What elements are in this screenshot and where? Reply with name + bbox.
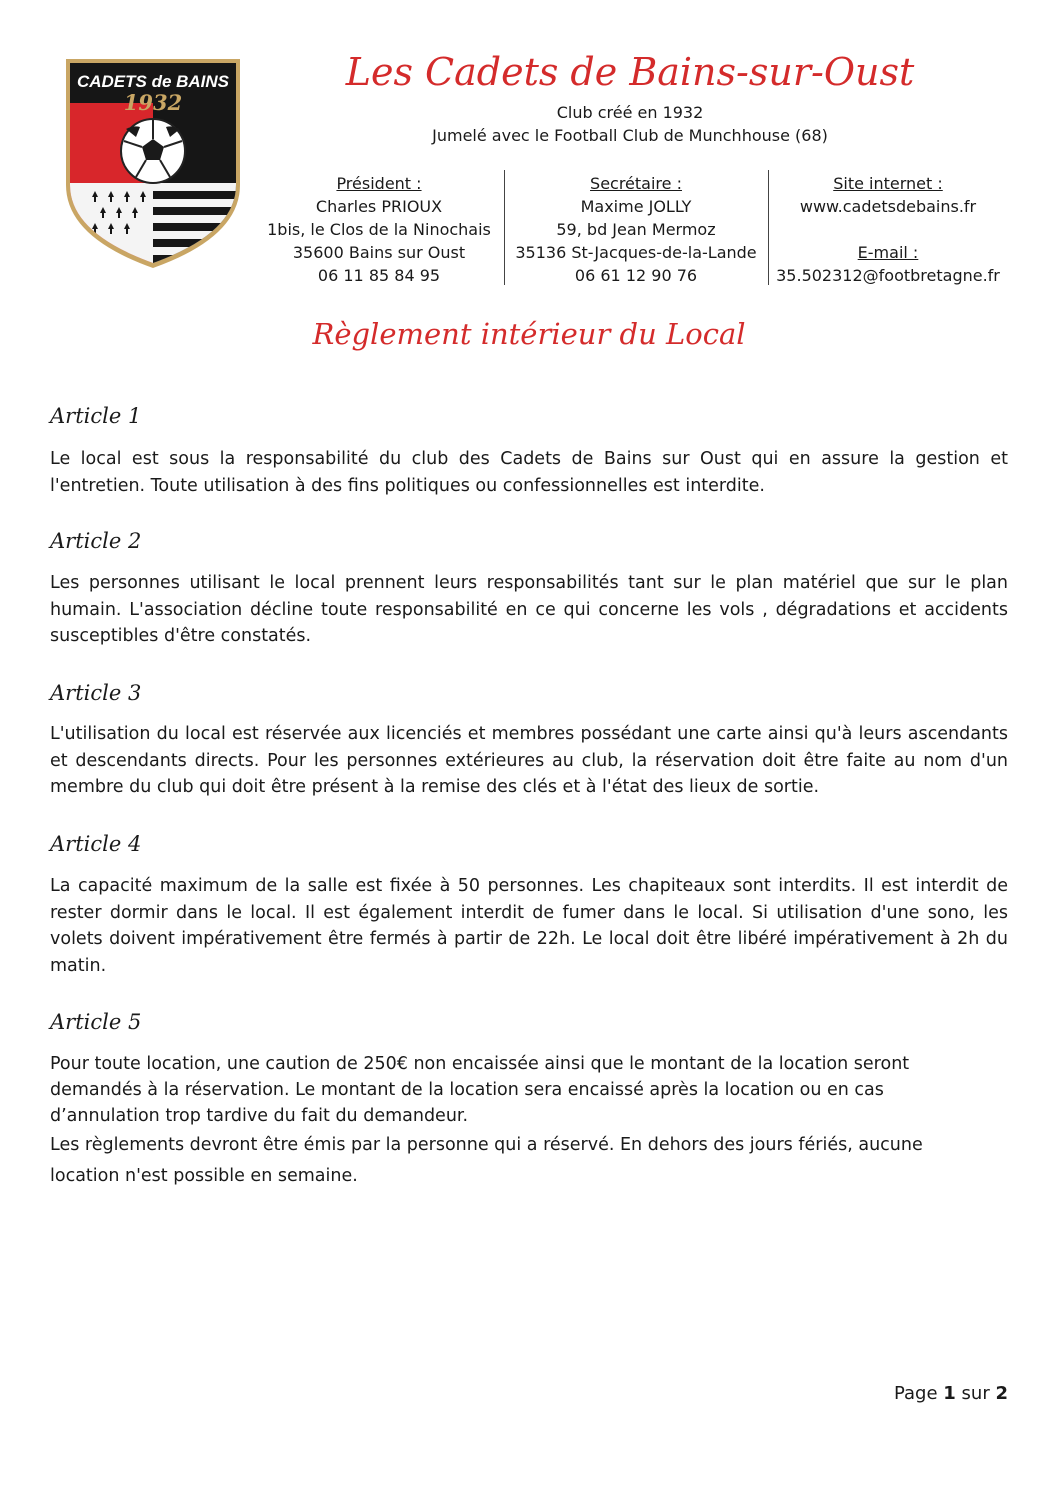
article-2-heading: Article 2 — [50, 529, 142, 553]
president-heading: Président : — [336, 174, 422, 193]
club-twinned: Jumelé avec le Football Club de Munchhouse (68) — [432, 126, 828, 145]
web-contact — [772, 172, 1004, 287]
secretary-name: Maxime JOLLY — [580, 197, 692, 216]
page-number — [894, 1383, 1008, 1404]
page-separator: sur — [961, 1383, 990, 1404]
president-address-line2: 35600 Bains sur Oust — [292, 243, 466, 262]
article-4-text: La capacité maximum de la salle est fixée à 50 personnes. Les chapiteaux sont interdits. Il est interdit de rester dormir dans le local. Il est également interdit de fumer dans le local. Si utilisation d'une sono, les volets doivent impérativement être fermés à partir de 22h. Le local doit être libéré impérativement à 2h du matin. — [50, 876, 1008, 976]
article-1-heading: Article 1 — [50, 404, 142, 428]
email-link[interactable]: 35.502312@footbretagne.fr — [776, 266, 1000, 285]
article-5-text-2: Les règlements devront être émis par la personne qui a réservé. En dehors des jours fériés, aucune location n'est possible en semaine. — [50, 1135, 923, 1186]
club-logo — [64, 55, 242, 270]
club-founded: Club créé en 1932 — [556, 103, 704, 122]
logo-text: CADETS de BAINS — [76, 72, 230, 91]
article-5-heading: Article 5 — [50, 1010, 142, 1034]
article-3-text: L'utilisation du local est réservée aux licenciés et membres possédant une carte ainsi qu'à leurs ascendants et descendants directs. Pour les personnes extérieures au club, la réservation doit être faite au nom d'un membre du club qui doit être présent à la remise des clés et à l'état des lieux de sortie. — [50, 724, 1008, 797]
page-total: 2 — [995, 1383, 1008, 1404]
article-1-text: Le local est sous la responsabilité du club des Cadets de Bains sur Oust qui en assure la gestion et l'entretien. Toute utilisation à des fins politiques ou confessionnelles est interdite. — [50, 449, 1008, 496]
article-3-heading: Article 3 — [50, 681, 142, 705]
president-phone: 06 11 85 84 95 — [317, 266, 441, 285]
football-icon — [121, 119, 185, 183]
website-link[interactable]: www.cadetsdebains.fr — [799, 197, 977, 216]
page-label: Page — [893, 1383, 938, 1404]
president-address-line1: 1bis, le Clos de la Ninochais — [267, 220, 491, 239]
article-4-heading: Article 4 — [50, 832, 142, 856]
secretary-address-line2: 35136 St-Jacques-de-la-Lande — [515, 243, 757, 262]
president-name: Charles PRIOUX — [315, 197, 443, 216]
email-heading: E-mail : — [857, 243, 919, 262]
article-5-text: Pour toute location, une caution de 250€ non encaissée ainsi que le montant de la location seront demandés à la réservation. Le montant de la location sera encaissé après la location ou en cas d’annulation trop tardive du fait du demandeur. — [50, 1054, 910, 1126]
column-divider — [504, 170, 505, 285]
document-title: Règlement intérieur du Local — [312, 317, 746, 351]
page-current: 1 — [943, 1383, 956, 1404]
secretary-address-line1: 59, bd Jean Mermoz — [556, 220, 716, 239]
article-2-text: Les personnes utilisant le local prennent leurs responsabilités tant sur le plan matériel que sur le plan humain. L'association décline toute responsabilité en ce qui concerne les vols , dégradations et accidents susceptibles d'être constatés. — [50, 573, 1008, 646]
secretary-contact — [506, 172, 766, 287]
president-contact — [256, 172, 502, 287]
secretary-heading: Secrétaire : — [590, 174, 682, 193]
club-title: Les Cadets de Bains-sur-Oust — [345, 50, 915, 94]
column-divider — [768, 170, 769, 285]
secretary-phone: 06 61 12 90 76 — [574, 266, 698, 285]
logo-year: 1932 — [123, 90, 183, 115]
website-heading: Site internet : — [833, 174, 943, 193]
